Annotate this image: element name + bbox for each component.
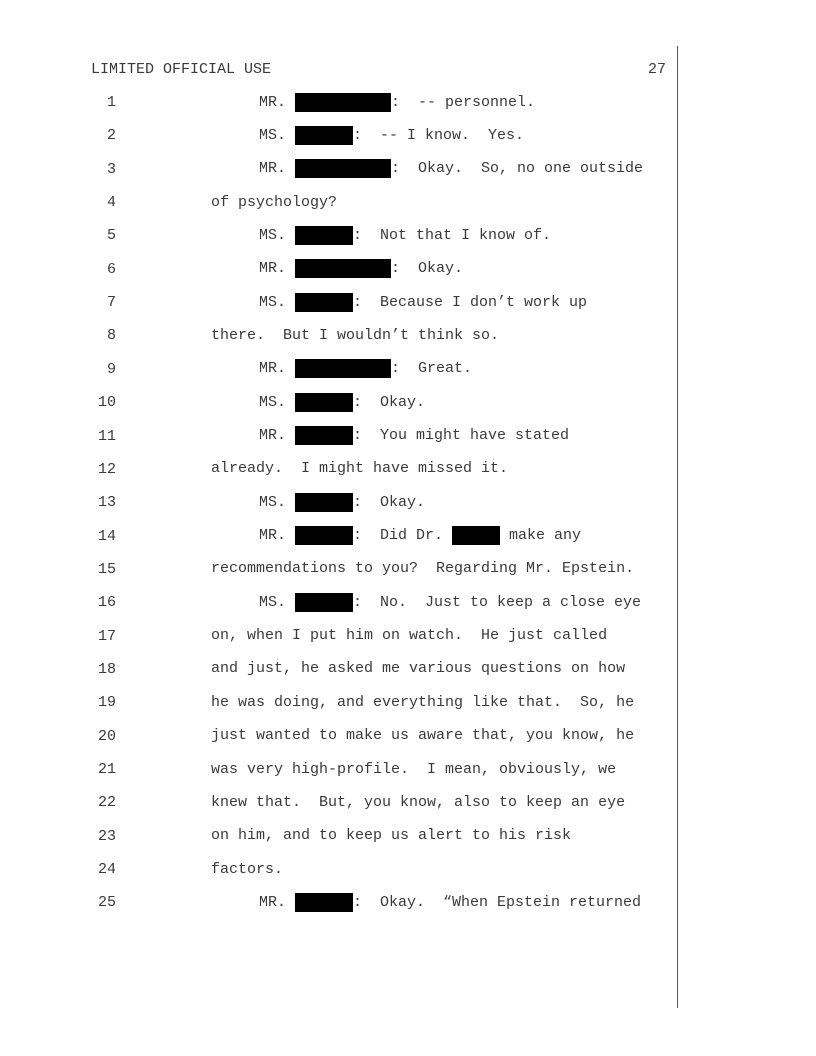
- redaction-box: [295, 426, 353, 445]
- line-number: 16: [97, 594, 116, 612]
- redaction-box: [295, 359, 391, 378]
- redaction-box: [295, 393, 353, 412]
- text-segment: MR.: [259, 93, 296, 111]
- redaction-box: [295, 126, 353, 145]
- text-segment: : No. Just to keep a close eye: [353, 593, 642, 611]
- text-segment: MR.: [259, 427, 296, 444]
- page-number: 27: [647, 61, 666, 78]
- line-text: [259, 591, 641, 613]
- text-segment: : Okay.: [353, 493, 426, 511]
- line-text: [211, 725, 634, 747]
- line-text: [211, 458, 508, 480]
- transcript-line: [0, 494, 816, 516]
- redaction-box: [295, 526, 353, 545]
- line-text: [259, 391, 425, 413]
- transcript-line: [0, 227, 816, 249]
- line-number: 24: [97, 861, 116, 879]
- transcript-line: [0, 194, 816, 216]
- transcript-line: [0, 94, 816, 116]
- line-text: [259, 158, 643, 180]
- redaction-box: [295, 226, 353, 245]
- redaction-box: [295, 893, 353, 912]
- line-number: 25: [97, 894, 116, 912]
- line-text: [259, 425, 569, 447]
- text-segment: : Okay.: [353, 393, 426, 411]
- text-segment: of psychology?: [211, 193, 338, 211]
- line-number: 22: [97, 794, 116, 812]
- transcript-line: [0, 894, 816, 916]
- redaction-box: [295, 159, 391, 178]
- text-segment: : Not that I know of.: [353, 226, 552, 244]
- redaction-box: [295, 293, 353, 312]
- text-segment: just wanted to make us aware that, you know, he: [211, 727, 635, 745]
- text-segment: MR.: [259, 260, 296, 278]
- text-segment: : Because I don’t work up: [353, 293, 588, 311]
- text-segment: make any: [500, 527, 582, 545]
- line-number: 12: [97, 460, 116, 478]
- text-segment: : -- personnel.: [391, 93, 536, 111]
- transcript-line: [0, 694, 816, 716]
- line-number: 9: [106, 360, 116, 378]
- line-text: [259, 291, 587, 313]
- transcript-line: [0, 428, 816, 450]
- transcript-line: [0, 828, 816, 850]
- redaction-box: [452, 526, 500, 545]
- text-segment: : Okay.: [391, 260, 464, 278]
- line-text: [211, 825, 571, 847]
- line-text: [211, 658, 625, 680]
- line-text: [259, 224, 551, 246]
- transcript-line: [0, 528, 816, 550]
- line-number: 21: [97, 761, 116, 778]
- transcript-line: [0, 661, 816, 683]
- line-number: 1: [106, 94, 116, 111]
- line-text: [259, 258, 463, 280]
- line-number: 8: [106, 327, 116, 345]
- redaction-box: [295, 593, 353, 612]
- line-number: 2: [106, 127, 116, 145]
- text-segment: there. But I wouldn’t think so.: [211, 326, 500, 344]
- transcript-line: [0, 161, 816, 183]
- transcript-line: [0, 728, 816, 750]
- text-segment: and just, he asked me various questions on how: [211, 660, 626, 678]
- line-text: [259, 891, 641, 913]
- text-segment: was very high-profile. I mean, obviously, we: [211, 760, 617, 778]
- line-number: 15: [97, 560, 116, 578]
- text-segment: MS.: [259, 393, 296, 411]
- transcript-line: [0, 394, 816, 416]
- text-segment: on, when I put him on watch. He just called: [211, 627, 608, 645]
- text-segment: MR.: [259, 160, 296, 178]
- line-number: 10: [97, 394, 116, 412]
- line-number: 3: [106, 160, 116, 178]
- text-segment: MR.: [259, 893, 296, 911]
- transcript-line: [0, 761, 816, 783]
- text-segment: : Okay. “When Epstein returned: [353, 893, 642, 911]
- line-number: 6: [106, 260, 116, 278]
- line-number: 5: [106, 227, 116, 245]
- text-segment: he was doing, and everything like that. So, he: [211, 693, 635, 711]
- line-number: 19: [97, 694, 116, 712]
- text-segment: on him, and to keep us alert to his risk: [211, 827, 572, 845]
- classification-header: LIMITED OFFICIAL USE: [91, 61, 272, 78]
- text-segment: knew that. But, you know, also to keep an eye: [211, 793, 626, 811]
- transcript-line: [0, 561, 816, 583]
- transcript-line: [0, 294, 816, 316]
- text-segment: : Did Dr.: [353, 527, 453, 545]
- text-segment: : -- I know. Yes.: [353, 126, 525, 144]
- line-text: [259, 491, 425, 513]
- transcript-line: [0, 794, 816, 816]
- line-number: 13: [97, 494, 116, 512]
- text-segment: MS.: [259, 493, 296, 511]
- text-segment: MR.: [259, 360, 296, 378]
- text-segment: MS.: [259, 593, 296, 611]
- line-number: 7: [106, 294, 116, 312]
- line-number: 17: [97, 627, 116, 645]
- text-segment: MS.: [259, 226, 296, 244]
- text-segment: MR.: [259, 527, 296, 545]
- text-segment: recommendations to you? Regarding Mr. Epstein.: [211, 560, 635, 578]
- transcript-line: [0, 461, 816, 483]
- redaction-box: [295, 493, 353, 512]
- text-segment: : Okay. So, no one outside: [391, 160, 644, 178]
- transcript-line: [0, 361, 816, 383]
- text-segment: : Great.: [391, 360, 473, 378]
- text-segment: factors.: [211, 860, 284, 878]
- line-text: [211, 191, 337, 213]
- transcript-line: [0, 594, 816, 616]
- transcript-line: [0, 628, 816, 650]
- text-segment: MS.: [259, 126, 296, 144]
- line-text: [211, 858, 283, 880]
- transcript-line: [0, 127, 816, 149]
- transcript-line: [0, 261, 816, 283]
- redaction-box: [295, 93, 391, 112]
- line-text: [211, 758, 616, 780]
- line-text: [211, 625, 607, 647]
- text-segment: : You might have stated: [353, 427, 570, 444]
- text-segment: MS.: [259, 293, 296, 311]
- text-segment: already. I might have missed it.: [211, 460, 509, 478]
- line-number: 23: [97, 827, 116, 845]
- line-number: 20: [97, 727, 116, 745]
- line-text: [211, 791, 625, 813]
- transcript-line: [0, 327, 816, 349]
- line-text: [259, 358, 472, 380]
- line-text: [259, 91, 535, 113]
- line-text: [211, 558, 634, 580]
- line-text: [259, 124, 524, 146]
- redaction-box: [295, 259, 391, 278]
- line-number: 11: [97, 427, 116, 445]
- line-number: 14: [97, 527, 116, 545]
- transcript-line: [0, 861, 816, 883]
- line-text: [211, 324, 499, 346]
- line-text: [211, 691, 634, 713]
- line-text: [259, 525, 581, 547]
- line-number: 18: [97, 660, 116, 678]
- line-number: 4: [106, 194, 116, 212]
